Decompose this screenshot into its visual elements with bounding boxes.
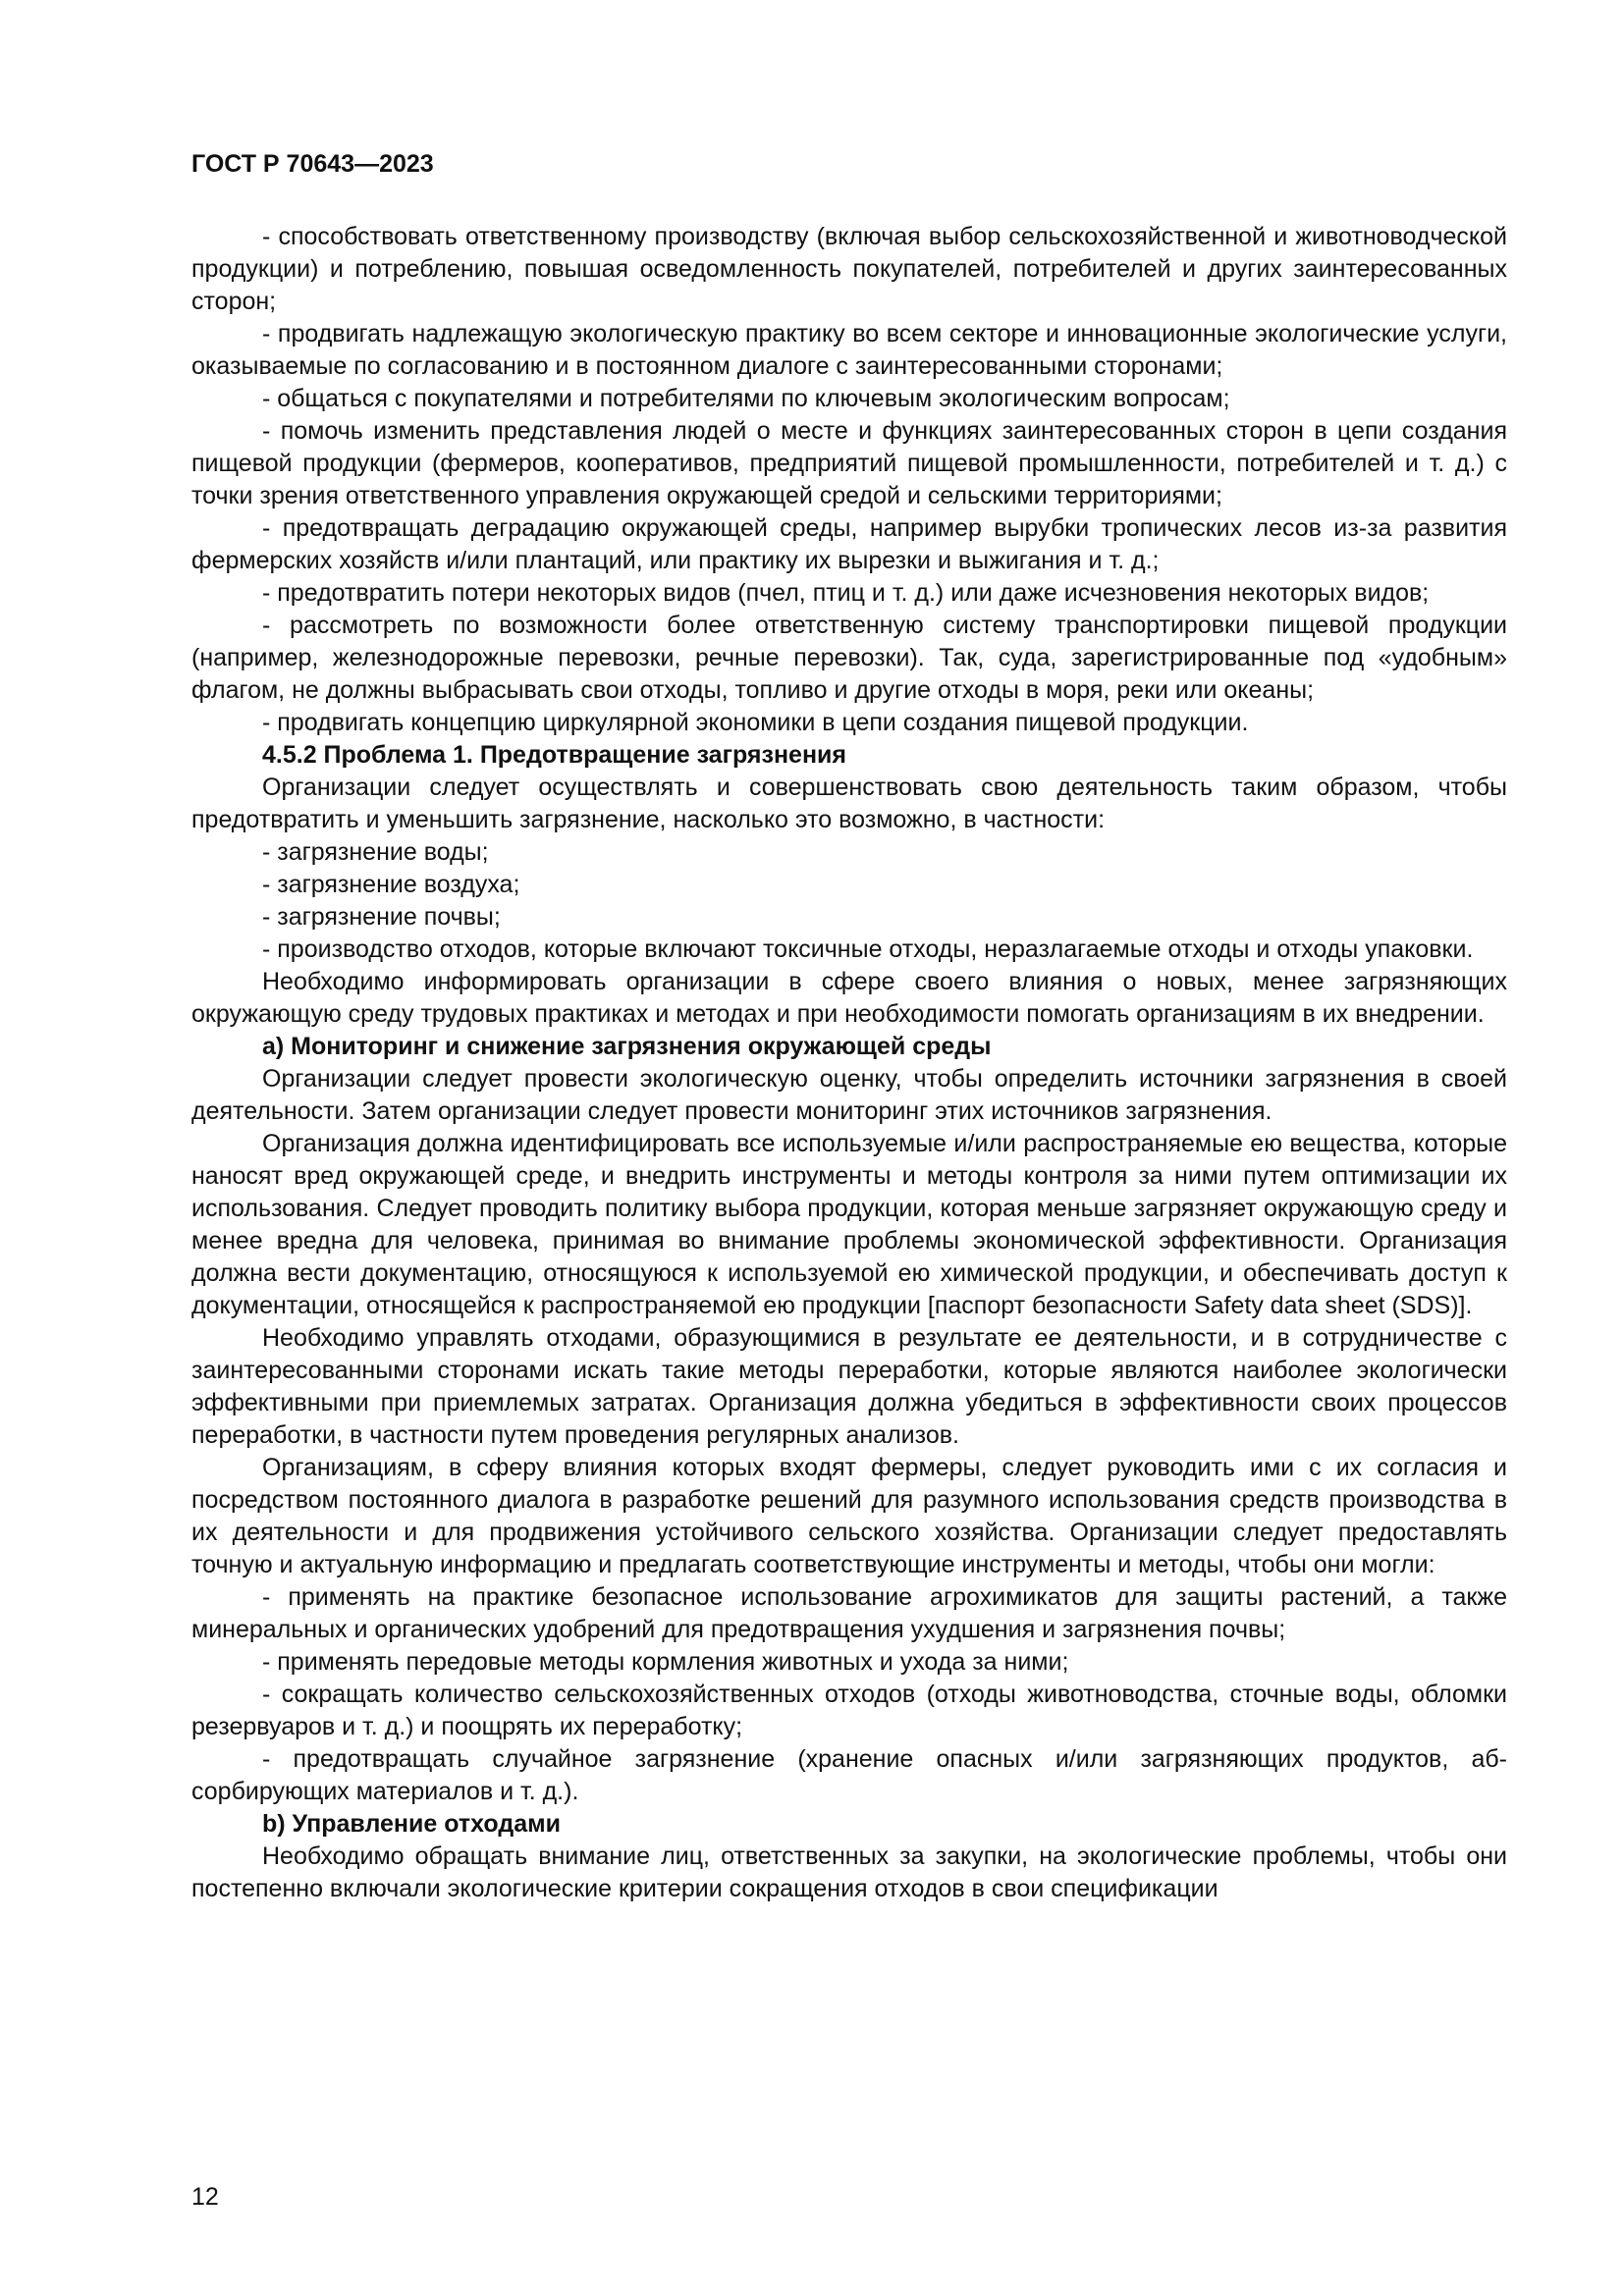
list-item: - общаться с покупателями и потребителями по ключевым экологическим вопросам; (262, 385, 1230, 412)
paragraph: Организации следует провести экологическую оценку, чтобы определить источники загрязнения в своей деятельности. Затем организации следует провести мониторинг этих источников загрязнения. (191, 1065, 1507, 1125)
list-item: - предотвратить потери некоторых видов (пчел, птиц и т. д.) или даже исчезновения некоторых видов; (262, 579, 1430, 607)
section-heading: b) Управление отходами (262, 1810, 561, 1838)
paragraph: Необходимо управлять отходами, образующимися в результате ее деятельности, и в сотрудничестве с заинтересованными сторонами искать такие методы переработки, которые являются наиболее экологически эффективными при приемлемых затратах. Организация должна убедиться в эффективности своих процессов переработки, в частности путем проведения регулярных анализов. (191, 1324, 1507, 1449)
paragraph: Организации следует осуществлять и совершенствовать свою деятельность таким образом, чтобы предотвратить и уменьшить загрязнение, насколько это возможно, в частности: (191, 774, 1507, 833)
document-body (191, 221, 1507, 1905)
list-item: - загрязнение почвы; (262, 903, 501, 931)
page-number: 12 (191, 2183, 219, 2211)
list-item: - продвигать концепцию циркулярной экономики в цепи создания пищевой продукции. (262, 709, 1249, 736)
list-item: - помочь изменить представления людей о месте и функциях заинтересованных сторон в цепи создания пищевой продукции (фермеров, кооперативов, предприятий пищевой промышленности, потребителей и т. д.) с точки зрения ответственного управления окружающей средой и сельскими территориями; (191, 417, 1507, 509)
list-item: - рассмотреть по возможности более ответственную систему транспортировки пищевой продукции (например, железнодорожные перевозки, речные перевозки). Так, суда, зарегистрированные под «удобным» флагом, не должны выбрасывать свои отходы, топливо и другие отходы в моря, реки или океаны; (191, 612, 1507, 704)
list-item: - предотвращать деградацию окружающей среды, например вырубки тропических лесов из-за развития фермерских хозяйств и/или плантаций, или практику их вырезки и выжигания и т. д.; (191, 514, 1507, 574)
section-heading: а) Мониторинг и снижение загрязнения окружающей среды (262, 1033, 992, 1060)
paragraph: Организациям, в сферу влияния которых входят фермеры, следует руководить ими с их согласия и посредством постоянного диалога в разработке решений для разумного использования средств производства в их деятельности и для продвижения устойчивого сельского хозяйства. Организации следует предоставлять точную и актуальную информацию и предлагать соответствующие инструменты и методы, чтобы они могли: (191, 1454, 1507, 1578)
section-heading: 4.5.2 Проблема 1. Предотвращение загрязнения (262, 741, 847, 769)
paragraph: Необходимо обращать внимание лиц, ответственных за закупки, на экологические проблемы, чтобы они постепенно включали экологические критерии сокращения отходов в свои спецификации (191, 1842, 1507, 1902)
list-item: - предотвращать случайное загрязнение (хранение опасных и/или загрязняющих продуктов, абсорбирующих материалов и т. д.). (191, 1745, 1507, 1805)
list-item: - применять на практике безопасное использование агрохимикатов для защиты растений, а также минеральных и органических удобрений для предотвращения ухудшения и загрязнения почвы; (191, 1583, 1507, 1643)
list-item: - загрязнение воды; (262, 838, 489, 866)
list-item: - производство отходов, которые включают токсичные отходы, неразлагаемые отходы и отходы упаковки. (262, 935, 1474, 963)
list-item: - загрязнение воздуха; (262, 871, 520, 898)
standard-header: ГОСТ Р 70643—2023 (191, 150, 434, 178)
list-item: - сокращать количество сельскохозяйственных отходов (отходы животноводства, сточные воды, обломки резервуаров и т. д.) и поощрять их переработку; (191, 1681, 1507, 1740)
paragraph: Организация должна идентифицировать все используемые и/или распространяемые ею вещества, которые наносят вред окружающей среде, и внедрить инструменты и методы контроля за ними путем оптимизации их использования. Следует проводить политику выбора продукции, которая меньше загрязняет окружающую среду и менее вредна для человека, принимая во внимание проблемы экономической эффективности. Организация должна вести документацию, относящуюся к используемой ею химической продукции, и обеспечивать доступ к документации, относящейся к распространяемой ею продукции [паспорт безопасности Safety data sheet (SDS)]. (191, 1130, 1507, 1319)
list-item: - продвигать надлежащую экологическую практику во всем секторе и инновационные экологические услуги, оказываемые по согласованию и в постоянном диалоге с заинтересованными сторонами; (191, 320, 1507, 380)
list-item: - способствовать ответственному производству (включая выбор сельскохозяйственной и животноводческой продукции) и потреблению, повышая осведомленность покупателей, потребителей и других заинтересованных сторон; (191, 223, 1507, 315)
list-item: - применять передовые методы кормления животных и ухода за ними; (262, 1648, 1069, 1676)
paragraph: Необходимо информировать организации в сфере своего влияния о новых, менее загрязняющих окружающую среду трудовых практиках и методах и при необходимости помогать организациям в их внедрении. (191, 968, 1507, 1028)
